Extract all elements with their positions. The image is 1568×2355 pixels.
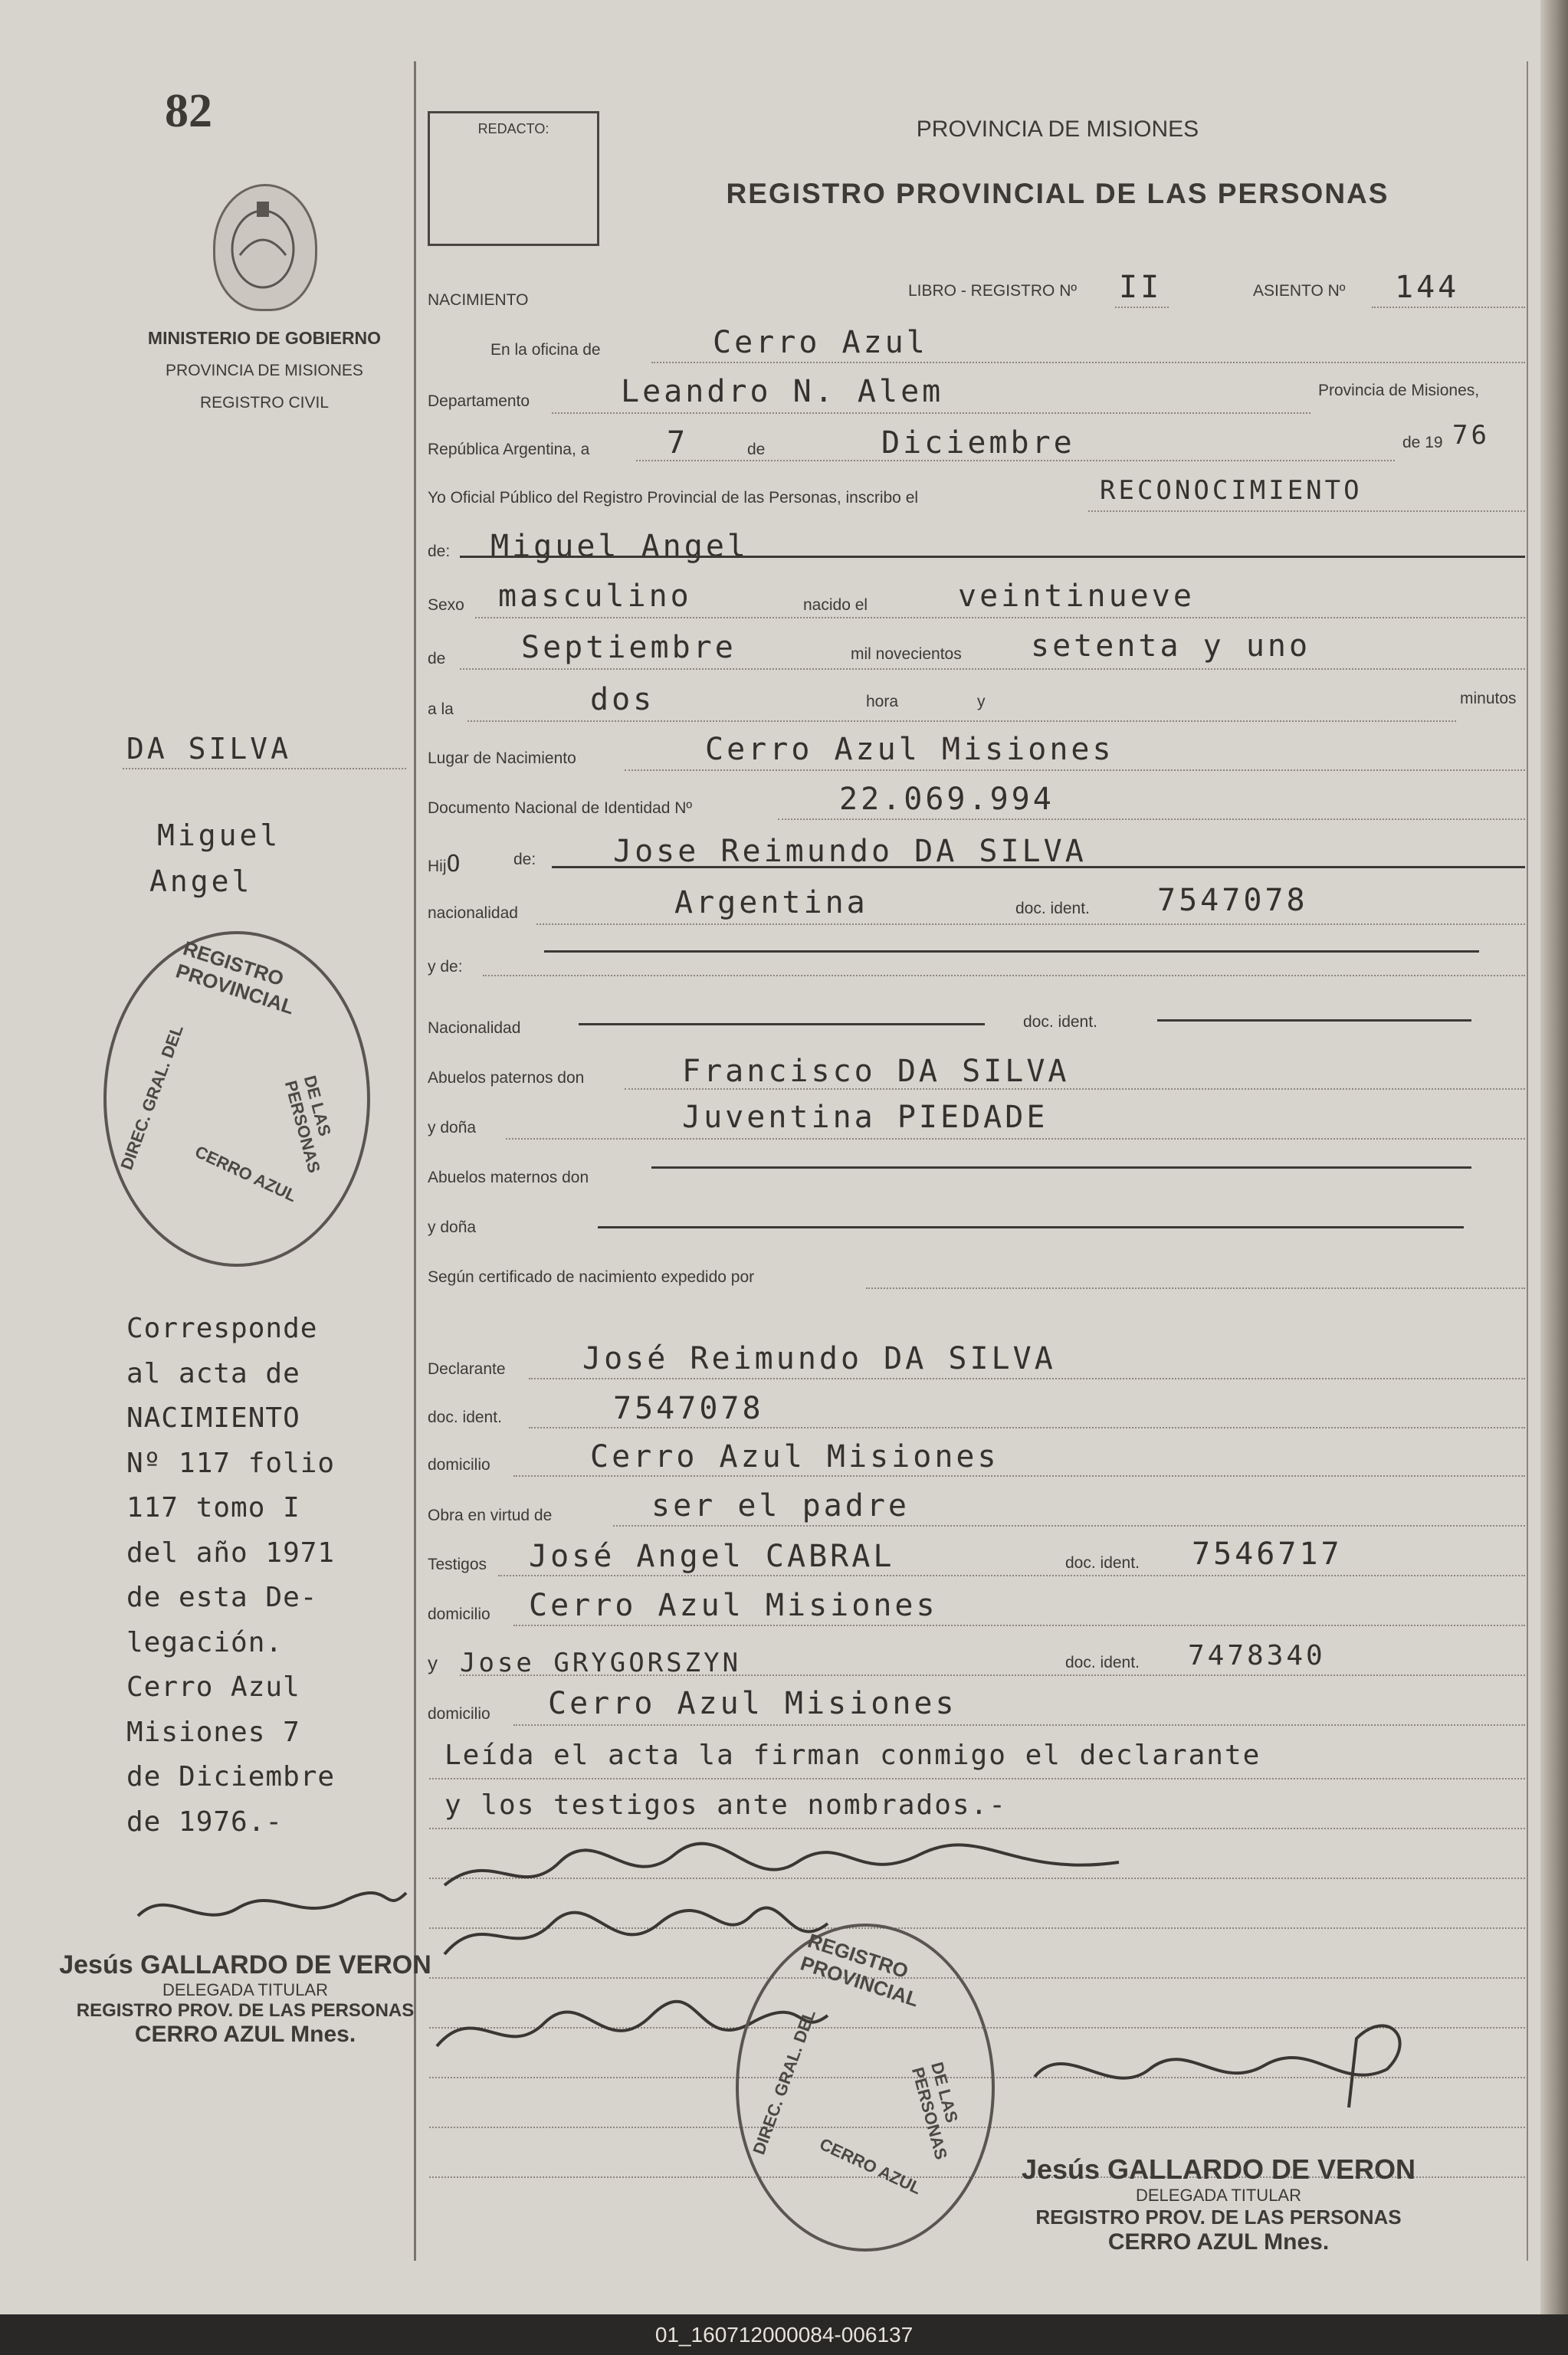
- t2-dom-value: Cerro Azul Misiones: [548, 1686, 957, 1721]
- libro-label: LIBRO - REGISTRO Nº: [908, 282, 1078, 300]
- registry-stamp-lower: [736, 1924, 995, 2252]
- date-month: Diciembre: [881, 425, 1075, 461]
- republica-label: República Argentina, a: [428, 441, 590, 458]
- margin-note-line: NACIMIENTO: [126, 1402, 300, 1434]
- document-title: REGISTRO PROVINCIAL DE LAS PERSONAS: [726, 178, 1389, 209]
- mother-doc-label: doc. ident.: [1023, 1013, 1097, 1031]
- stamp-left-text: DIREC. GRAL. DEL: [116, 1022, 187, 1173]
- date-line: [636, 460, 1395, 461]
- dni-label: Documento Nacional de Identidad Nº: [428, 799, 693, 817]
- margin-note-line: legación.: [126, 1626, 284, 1658]
- abuelo-p-line: [625, 1088, 1525, 1090]
- margin-note-line: de 1976.-: [126, 1806, 284, 1838]
- t2-prefix: y: [428, 1651, 438, 1674]
- name-line: [460, 556, 1525, 558]
- date-day: 7: [667, 425, 689, 461]
- act-line: [1088, 510, 1525, 512]
- official-stamp-left: [46, 1950, 444, 2048]
- margin-given-2: Angel: [149, 864, 253, 898]
- page-number: 82: [165, 85, 212, 137]
- hijo-suffix: O: [446, 851, 461, 877]
- libro-value: II: [1119, 270, 1163, 305]
- registry-civil-label: REGISTRO CIVIL: [199, 394, 330, 412]
- mother-doc-line: [1157, 1019, 1471, 1022]
- abuelos-p-label: Abuelos paternos don: [428, 1069, 585, 1087]
- stamp-name: Jesús GALLARDO DE VERON: [59, 1950, 431, 1979]
- stamp-top-text: REGISTRO PROVINCIAL: [172, 936, 297, 1019]
- margin-note-line: 117 tomo I: [126, 1492, 300, 1524]
- decl-dom-line: [513, 1475, 1525, 1477]
- departamento-label: Departamento: [428, 392, 530, 410]
- child-name: Miguel Angel: [490, 529, 749, 564]
- coat-of-arms-icon: [213, 184, 317, 311]
- image-id-footer: 01_160712000084-006137: [0, 2314, 1568, 2355]
- lugar-value: Cerro Azul Misiones: [705, 732, 1114, 767]
- a-la-label: a la: [428, 700, 454, 718]
- declarante-value: José Reimundo DA SILVA: [582, 1341, 1056, 1376]
- margin-note-line: Nº 117 folio: [126, 1447, 336, 1479]
- hora-value: dos: [590, 682, 655, 717]
- stamp-right-text: DE LAS PERSONAS: [280, 1073, 335, 1176]
- header-province: PROVINCIA DE MISIONES: [916, 116, 1199, 142]
- stamp-role: DELEGADA TITULAR: [1136, 2186, 1301, 2205]
- testigo1-line: [498, 1575, 1525, 1576]
- t1-doc-value: 7546717: [1192, 1537, 1343, 1572]
- mother-line: [483, 975, 1525, 976]
- margin-note: [126, 1307, 335, 1845]
- hora-line: [467, 720, 1456, 722]
- provincia-label: Provincia de Misiones,: [1318, 382, 1480, 399]
- father-doc: 7547078: [1157, 883, 1308, 918]
- mother-line-drawn: [544, 950, 1479, 953]
- departamento-line: [552, 412, 1310, 414]
- t1-dom-line: [513, 1625, 1525, 1626]
- asiento-label: ASIENTO Nº: [1253, 282, 1346, 300]
- closing-line-1: Leída el acta la firman conmigo el declarante: [444, 1740, 1261, 1771]
- abuela-p-line: [506, 1138, 1525, 1140]
- departamento-value: Leandro N. Alem: [621, 374, 944, 409]
- testigos-label: Testigos: [428, 1556, 487, 1573]
- father-nationality: Argentina: [674, 885, 868, 920]
- stamp-top-text: REGISTRO PROVINCIAL: [797, 1928, 922, 2012]
- margin-note-line: Cerro Azul: [126, 1671, 300, 1703]
- right-border: [1527, 61, 1528, 2261]
- declarante-line: [529, 1378, 1525, 1379]
- nacido-label: nacido el: [803, 596, 868, 614]
- stamp-role: DELEGADA TITULAR: [162, 1980, 328, 1999]
- delegate-signature-drawing: [1019, 1993, 1448, 2115]
- stamp-office: REGISTRO PROV. DE LAS PERSONAS: [76, 2000, 415, 2021]
- official-stamp-right: [989, 2153, 1448, 2255]
- birth-line: [460, 668, 1525, 670]
- mother-nac-line: [579, 1023, 985, 1025]
- hora-label: hora: [866, 693, 899, 710]
- redacto-label: REDACTO:: [477, 121, 549, 136]
- oficina-label: En la oficina de: [490, 341, 601, 359]
- redacto-box: [428, 111, 599, 246]
- margin-rule: [123, 768, 406, 769]
- sexo-value: masculino: [498, 579, 692, 614]
- nacionalidad2-label: Nacionalidad: [428, 1019, 521, 1037]
- t2-doc-value: 7478340: [1188, 1640, 1326, 1671]
- closing-line-rule-2: [429, 1828, 1525, 1829]
- abuelo-m-line: [651, 1166, 1471, 1169]
- nacionalidad-label: nacionalidad: [428, 904, 518, 922]
- dni-value: 22.069.994: [839, 782, 1055, 817]
- declarante-label: Declarante: [428, 1360, 506, 1378]
- segun-line: [866, 1287, 1525, 1289]
- oficina-line: [651, 362, 1525, 363]
- testigo2-line: [460, 1674, 1525, 1676]
- y-dona-label: y doña: [428, 1119, 477, 1137]
- stamp-left-text: DIREC. GRAL. DEL: [749, 2006, 819, 2157]
- abuelo-paterno: Francisco DA SILVA: [682, 1054, 1070, 1089]
- margin-note-line: Misiones 7: [126, 1716, 300, 1748]
- decl-doc-line: [529, 1427, 1525, 1428]
- abuela-m-line: [598, 1226, 1464, 1228]
- date-year: 76: [1452, 420, 1490, 451]
- testigo2-value: Jose GRYGORSZYN: [460, 1648, 742, 1678]
- closing-line-rule-1: [429, 1778, 1525, 1779]
- obra-label: Obra en virtud de: [428, 1507, 553, 1524]
- testigo1-value: José Angel CABRAL: [529, 1539, 895, 1574]
- birth-year: setenta y uno: [1031, 628, 1311, 664]
- obra-line: [613, 1525, 1525, 1527]
- segun-label: Según certificado de nacimiento expedido por: [428, 1268, 755, 1286]
- t1-dom-label: domicilio: [428, 1606, 490, 1623]
- lugar-line: [625, 769, 1525, 771]
- stamp-right-text: DE LAS PERSONAS: [907, 2060, 963, 2162]
- abuelos-m-label: Abuelos maternos don: [428, 1169, 589, 1186]
- margin-given-1: Miguel: [157, 818, 281, 852]
- decl-doc-label: doc. ident.: [428, 1409, 502, 1426]
- father-line: [552, 866, 1525, 868]
- hijo-de-label: de:: [513, 851, 536, 868]
- sexo-label: Sexo: [428, 596, 464, 614]
- name-de-label: de:: [428, 543, 451, 560]
- t1-dom-value: Cerro Azul Misiones: [529, 1588, 938, 1623]
- y-dona2-label: y doña: [428, 1218, 477, 1236]
- asiento-value: 144: [1395, 270, 1460, 305]
- stamp-place: CERRO AZUL Mnes.: [1107, 2229, 1330, 2255]
- dni-line: [778, 818, 1525, 820]
- margin-signature-drawing: [130, 1870, 422, 1947]
- sidebar-province-label: PROVINCIA DE MISIONES: [166, 362, 363, 379]
- closing-line-2: y los testigos ante nombrados.-: [444, 1789, 1007, 1821]
- ministry-label: MINISTERIO DE GOBIERNO: [147, 328, 382, 348]
- oficial-label: Yo Oficial Público del Registro Provincial de las Personas, inscribo el: [428, 489, 919, 507]
- y-de-label: y de:: [428, 958, 463, 976]
- margin-note-line: al acta de: [126, 1357, 300, 1389]
- page-edge: [1540, 0, 1568, 2314]
- abuela-paterna: Juventina PIEDADE: [682, 1100, 1048, 1135]
- obra-value: ser el padre: [651, 1488, 910, 1524]
- t1-doc-label: doc. ident.: [1065, 1554, 1140, 1572]
- stamp-office: REGISTRO PROV. DE LAS PERSONAS: [1035, 2206, 1402, 2229]
- margin-note-line: Corresponde: [126, 1313, 318, 1344]
- decl-dom-value: Cerro Azul Misiones: [590, 1439, 999, 1474]
- minutos-label: minutos: [1460, 690, 1517, 707]
- nacido-day: veintinueve: [958, 579, 1195, 614]
- stamp-name: Jesús GALLARDO DE VERON: [1021, 2153, 1416, 2185]
- lugar-label: Lugar de Nacimiento: [428, 749, 576, 767]
- margin-note-line: del año 1971: [126, 1537, 336, 1569]
- stamp-place: CERRO AZUL Mnes.: [134, 2022, 356, 2047]
- t2-doc-label: doc. ident.: [1065, 1654, 1140, 1671]
- birth-month: Septiembre: [521, 630, 736, 665]
- margin-surname: DA SILVA: [126, 732, 292, 766]
- margin-note-line: de Diciembre: [126, 1761, 336, 1792]
- date-de-label: de: [747, 441, 766, 458]
- oficina-value: Cerro Azul: [713, 325, 928, 360]
- libro-line: [1115, 307, 1169, 308]
- t2-dom-line: [513, 1724, 1525, 1726]
- decl-doc-value: 7547078: [613, 1391, 764, 1426]
- y-label: y: [977, 693, 986, 710]
- t2-dom-label: domicilio: [428, 1705, 490, 1723]
- father-doc-label: doc. ident.: [1015, 900, 1090, 917]
- margin-note-line: de esta De-: [126, 1582, 318, 1613]
- hijo-label: Hij: [428, 858, 447, 875]
- decl-dom-label: domicilio: [428, 1456, 490, 1474]
- stamp-center-text: CERRO AZUL: [816, 2134, 925, 2199]
- mil-label: mil novecientos: [851, 645, 962, 663]
- sexo-line: [475, 617, 1525, 618]
- asiento-line: [1372, 307, 1525, 308]
- year-label: de 19: [1402, 434, 1443, 451]
- father-name: Jose Reimundo DA SILVA: [613, 834, 1087, 869]
- registry-stamp: [103, 931, 370, 1267]
- act-type: RECONOCIMIENTO: [1100, 475, 1363, 506]
- nac-line: [536, 923, 1525, 925]
- record-type-label: NACIMIENTO: [428, 291, 529, 309]
- month-de-label: de: [428, 650, 446, 667]
- stamp-center-text: CERRO AZUL: [192, 1141, 300, 1206]
